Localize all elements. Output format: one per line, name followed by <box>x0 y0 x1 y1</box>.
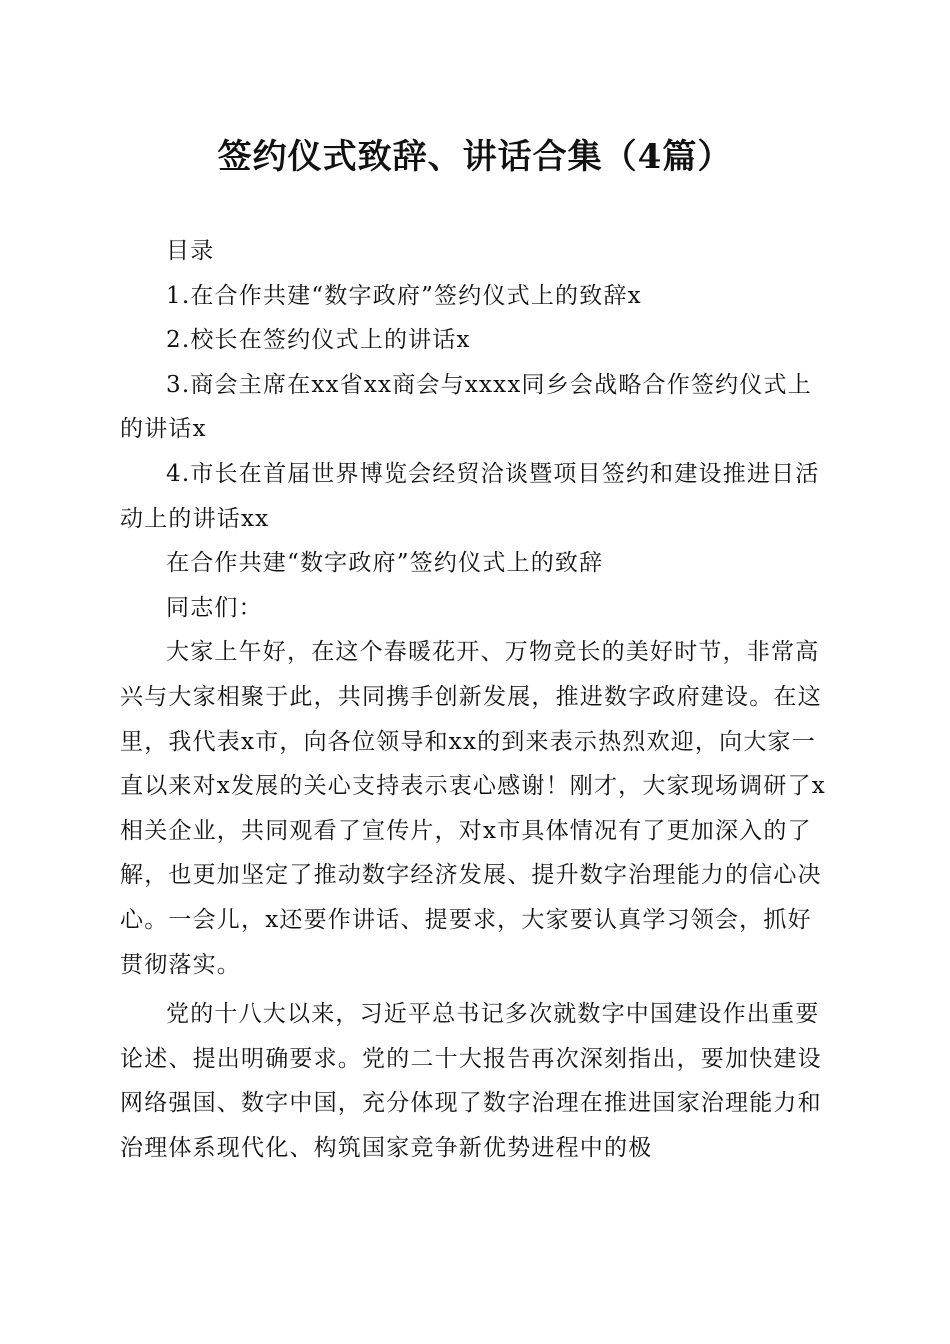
toc-heading: 目录 <box>166 238 215 264</box>
toc-item-4: 4.市长在首届世界博览会经贸洽谈暨项目签约和建设推进日活动上的讲话xx <box>120 460 820 532</box>
salutation: 同志们： <box>166 594 263 621</box>
section-title: 在合作共建“数字政府”签约仪式上的致辞 <box>166 550 604 577</box>
paragraph-1: 大家上午好，在这个春暖花开、万物竞长的美好时节，非常高兴与大家相聚于此，共同携手创新发展，推进数字政府建设。在这里，我代表x市，向各位领导和xx的到来表示热烈欢迎，向大家一直以来对x发展的关心支持表示衷心感谢！刚才，大家现场调研了x相关企业，共同观看了宣传片，对x市具体情况有了更加深入的了解，也更加坚定了推动数字经济发展、提升数字治理能力的信心决心。一会儿，x还要作讲话、提要求，大家要认真学习领会，抓好贯彻落实。 <box>120 639 826 978</box>
toc-item-3: 3.商会主席在xx省xx商会与xxxx同乡会战略合作签约仪式上的讲话x <box>120 371 812 443</box>
toc-item-2: 2.校长在签约仪式上的讲话x <box>166 327 471 354</box>
document-body <box>120 229 835 1170</box>
document-title: 签约仪式致辞、讲话合集（4篇） <box>217 137 733 177</box>
paragraph-2: 党的十八大以来，习近平总书记多次就数字中国建设作出重要论述、提出明确要求。党的二十大报告再次深刻指出，要加快建设网络强国、数字中国，充分体现了数字治理在推进国家治理能力和治理体系现代化、构筑国家竞争新优势进程中的极 <box>120 1001 822 1161</box>
toc-item-1: 1.在合作共建“数字政府”签约仪式上的致辞x <box>166 282 642 309</box>
